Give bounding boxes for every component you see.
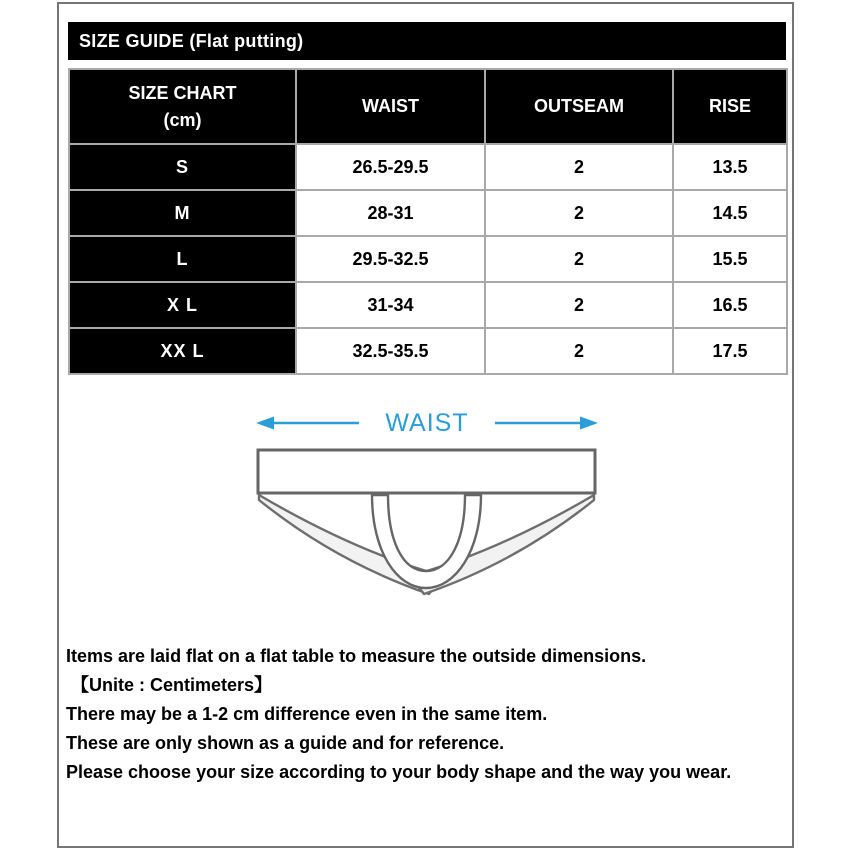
waist-value: 29.5-32.5 bbox=[296, 236, 485, 282]
table-row bbox=[69, 236, 787, 282]
outseam-value: 2 bbox=[485, 190, 673, 236]
waist-value: 32.5-35.5 bbox=[296, 328, 485, 374]
size-label: M bbox=[69, 190, 296, 236]
size-label: XX L bbox=[69, 328, 296, 374]
waist-measure-annotation bbox=[256, 408, 598, 438]
rise-value: 14.5 bbox=[673, 190, 787, 236]
note-line: 【Unite : Centimeters】 bbox=[66, 675, 273, 695]
column-header-waist: WAIST bbox=[296, 69, 485, 144]
title-bar bbox=[68, 22, 786, 60]
outseam-value: 2 bbox=[485, 282, 673, 328]
outseam-value: 2 bbox=[485, 144, 673, 190]
rise-value: 13.5 bbox=[673, 144, 787, 190]
waist-value: 28-31 bbox=[296, 190, 485, 236]
size-label: X L bbox=[69, 282, 296, 328]
note-line: These are only shown as a guide and for reference. bbox=[66, 733, 505, 753]
outseam-value: 2 bbox=[485, 328, 673, 374]
outseam-value: 2 bbox=[485, 236, 673, 282]
table-header-row bbox=[69, 69, 787, 144]
column-header-outseam: OUTSEAM bbox=[485, 69, 673, 144]
waist-value: 26.5-29.5 bbox=[296, 144, 485, 190]
waist-value: 31-34 bbox=[296, 282, 485, 328]
note-line: Items are laid flat on a flat table to measure the outside dimensions. bbox=[66, 646, 647, 666]
measurement-notes bbox=[66, 642, 772, 787]
waist-arrow-right-icon bbox=[495, 415, 598, 431]
size-chart-table bbox=[68, 68, 788, 375]
rise-value: 17.5 bbox=[673, 328, 787, 374]
table-row bbox=[69, 144, 787, 190]
column-header-size-chart-line2: (cm) bbox=[163, 109, 202, 130]
column-header-size-chart bbox=[69, 69, 296, 144]
waist-arrow-left-icon bbox=[256, 415, 359, 431]
note-line: Please choose your size according to your body shape and the way you wear. bbox=[66, 762, 732, 782]
note-line: There may be a 1-2 cm difference even in the same item. bbox=[66, 704, 548, 724]
size-label: S bbox=[69, 144, 296, 190]
waist-label: WAIST bbox=[385, 408, 469, 437]
waistband-shape bbox=[258, 450, 595, 493]
table-row bbox=[69, 190, 787, 236]
rise-value: 15.5 bbox=[673, 236, 787, 282]
column-header-rise: RISE bbox=[673, 69, 787, 144]
column-header-size-chart-line1: SIZE CHART bbox=[128, 83, 237, 104]
jockstrap-diagram bbox=[256, 444, 598, 604]
table-row bbox=[69, 282, 787, 328]
page-title: SIZE GUIDE (Flat putting) bbox=[79, 30, 304, 51]
size-label: L bbox=[69, 236, 296, 282]
table-row bbox=[69, 328, 787, 374]
rise-value: 16.5 bbox=[673, 282, 787, 328]
